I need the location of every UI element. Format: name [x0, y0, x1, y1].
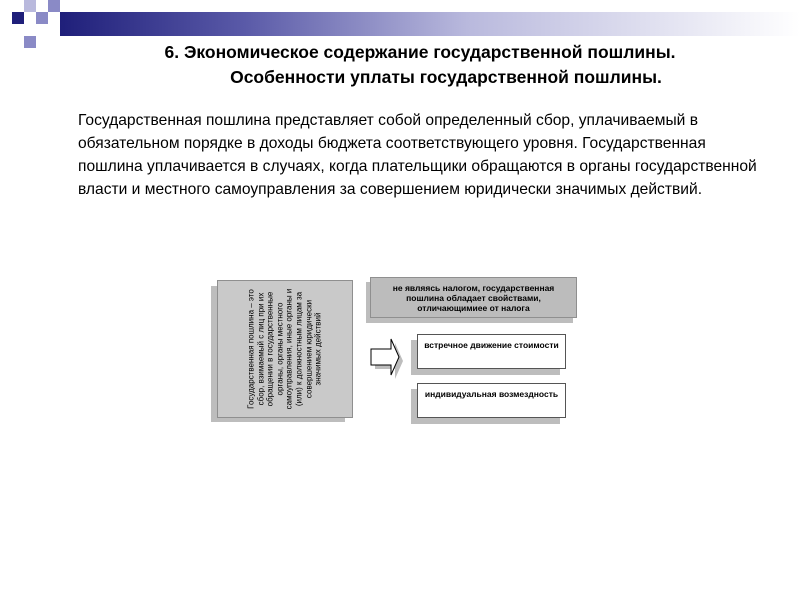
- deco-square-5: [48, 0, 60, 12]
- feature-box-1: встречное движение стоимости: [417, 334, 566, 369]
- feature-box-2: индивидуальная возмездность: [417, 383, 566, 418]
- right-arrow-icon: [369, 335, 409, 387]
- deco-square-3: [36, 12, 48, 24]
- slide-title: [70, 40, 770, 90]
- body-paragraph: Государственная пошлина представляет собой определенный сбор, уплачиваемый в обязательном порядке в доходы бюджета соответствующего уровня. Государственная пошлина уплачивается в случаях, когда плательщики обращаются в органы государственной власти и местного самоуправления за совершением юридически значимых действий.: [78, 112, 757, 198]
- title-line-2: Особенности уплаты государственной пошлины.: [230, 67, 662, 87]
- header-gradient-bar: [60, 12, 800, 36]
- deco-square-1: [12, 12, 24, 24]
- title-line-1: 6. Экономическое содержание государственной пошлины.: [164, 42, 676, 62]
- deco-square-2: [24, 0, 36, 12]
- definition-text: Государственная пошлина – это сбор, взимаемый с лиц при их обращении в государственные органы, органы местного самоуправления, иные органы и (или) к должностным лицам за совершением юридически значимых действий: [246, 288, 323, 410]
- definition-box: [217, 280, 353, 418]
- property-box: не являясь налогом, государственная пошлина обладает свойствами, отличающимиее от налога: [370, 277, 577, 318]
- deco-square-4: [24, 36, 36, 48]
